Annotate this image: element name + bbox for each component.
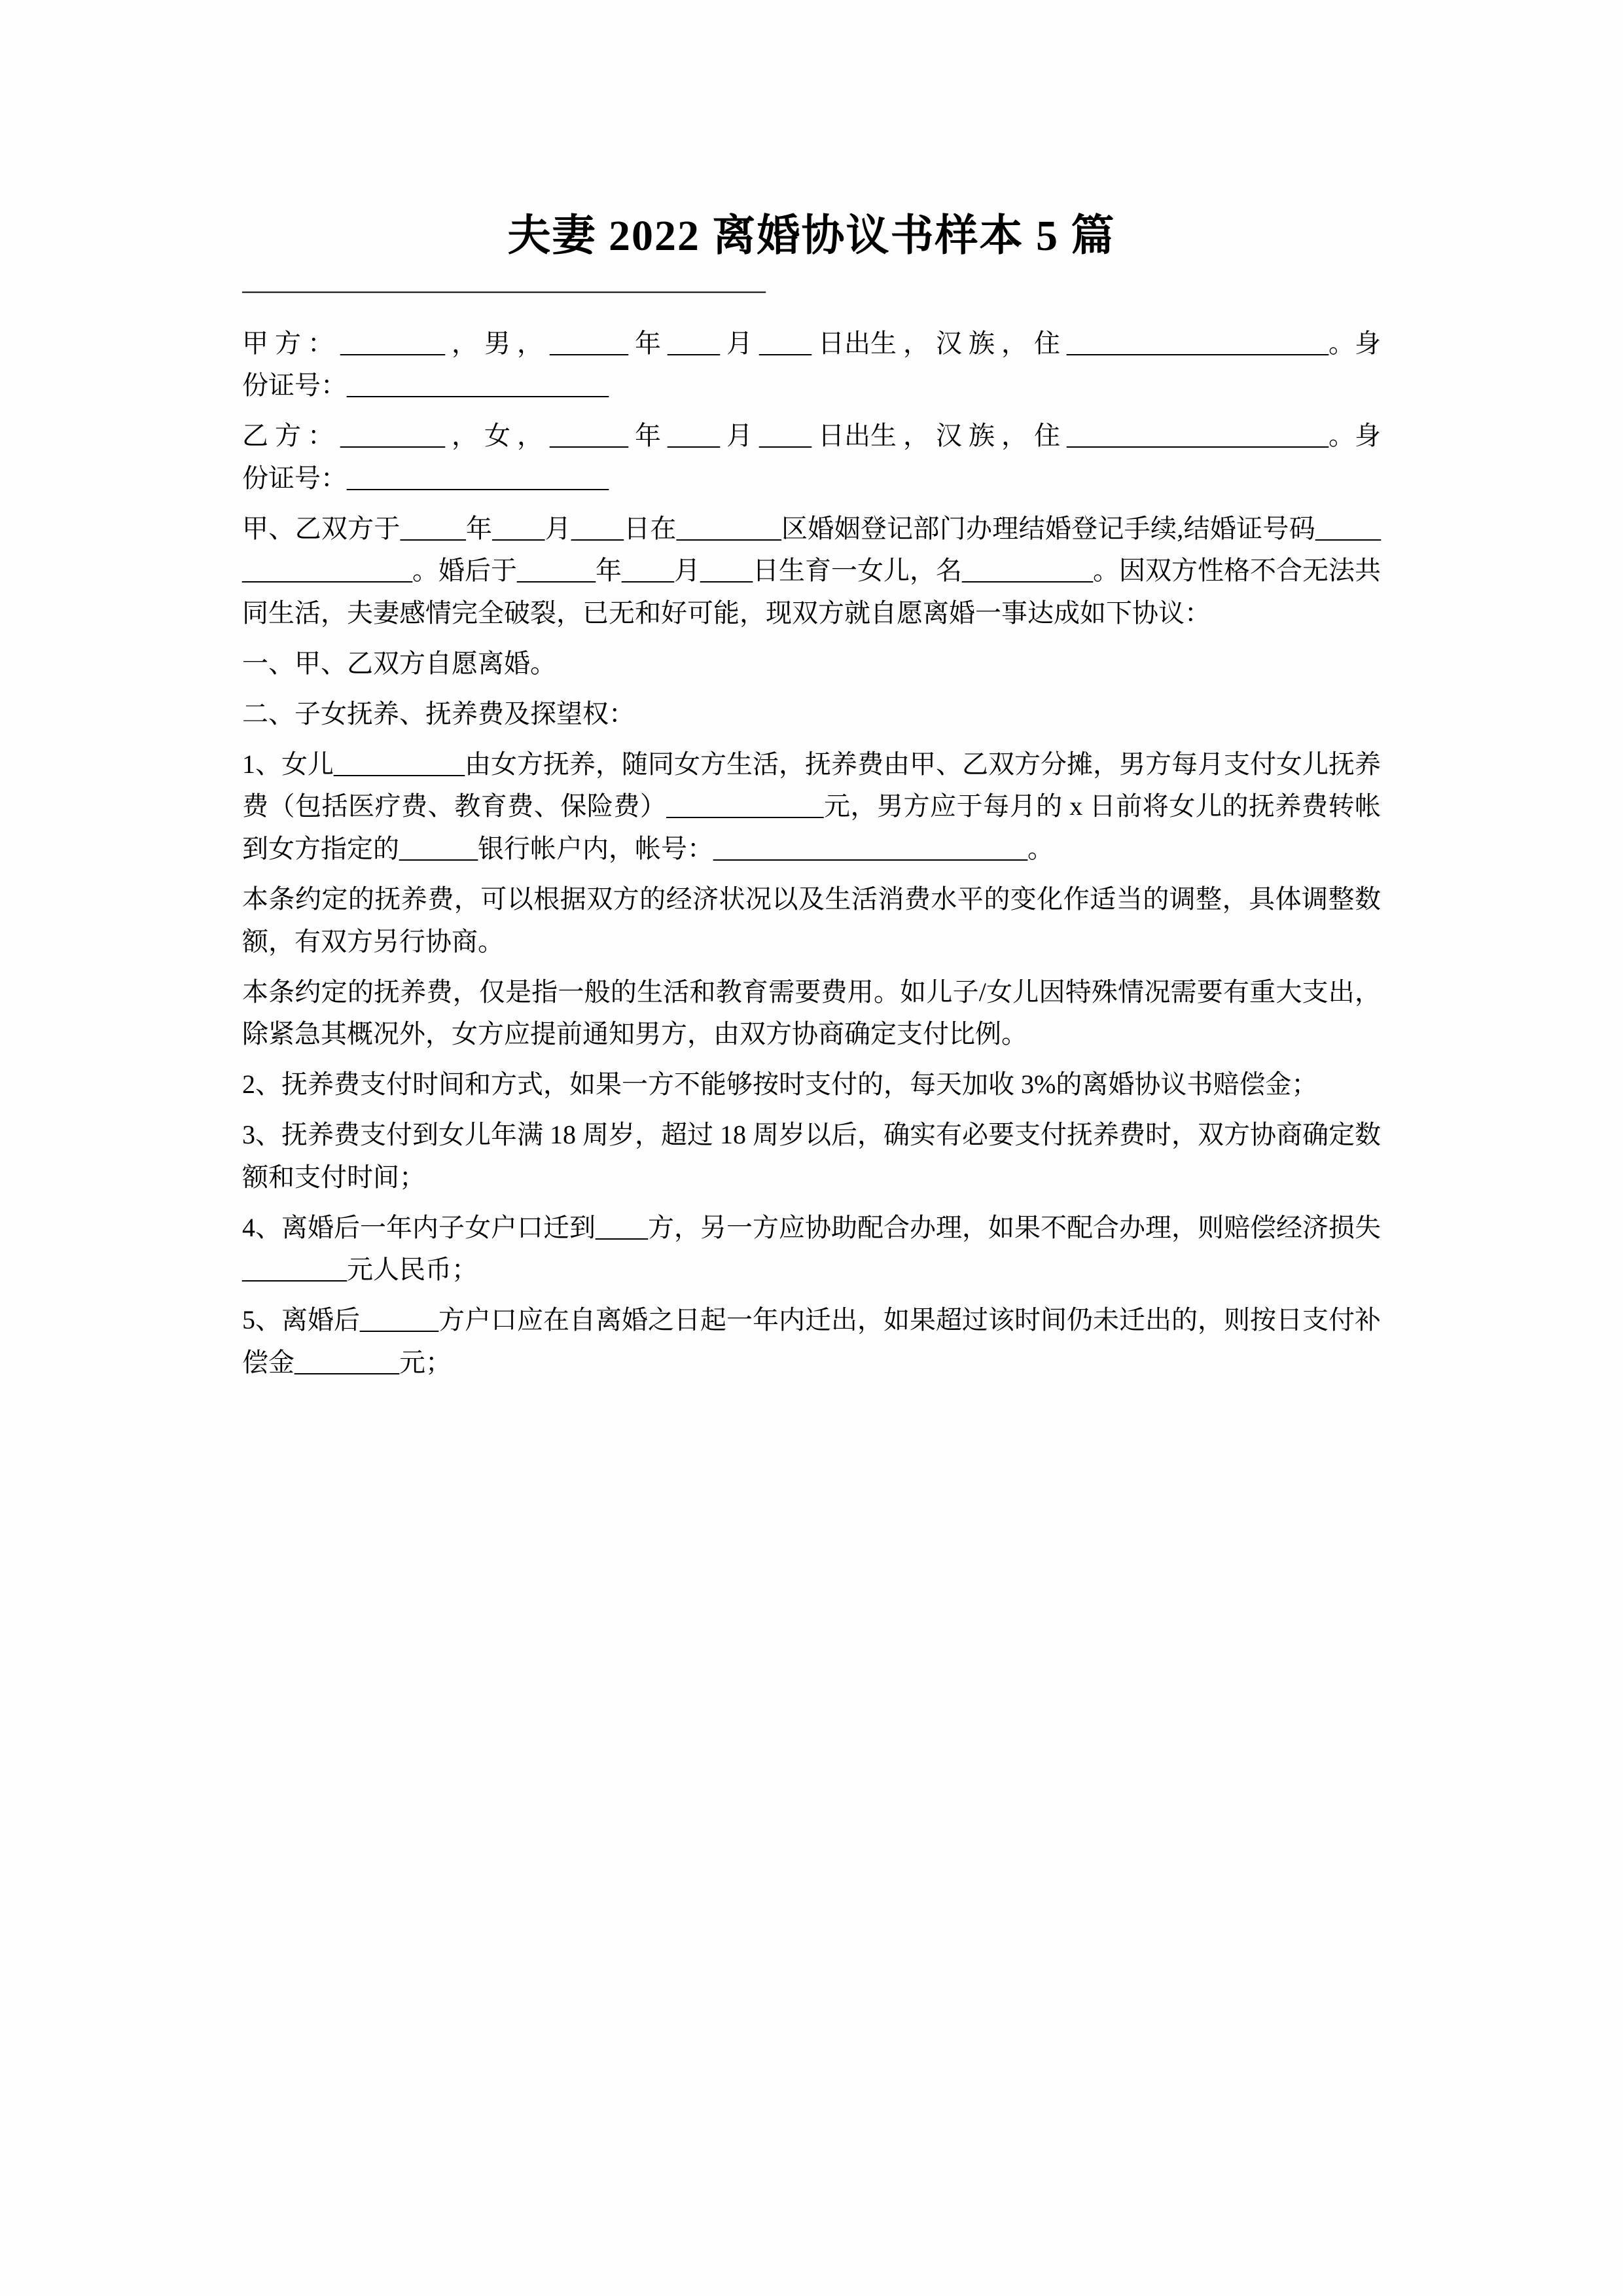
- paragraph-item-3: 3、抚养费支付到女儿年满 18 周岁，超过 18 周岁以后，确实有必要支付抚养费时，双方协商确定数额和支付时间；: [242, 1120, 1381, 1192]
- page-title: 夫妻 2022 离婚协议书样本 5 篇: [507, 212, 1116, 260]
- paragraph-item-5: 5、离婚后______方户口应在自离婚之日起一年内迁出，如果超过该时间仍未迁出的，则按日支付补偿金________元；: [242, 1305, 1381, 1378]
- paragraph-party-b: 乙 方 ： ________ ， 女 ， ______ 年 ____ 月 ____ 日出生 ， 汉 族 ， 住 ____________________。身份证号：____________________: [242, 421, 1381, 493]
- paragraph-marriage-registration: 甲、乙双方于_____年____月____日在________区婚姻登记部门办理结婚登记手续,结婚证号码__________________。婚后于______年____月____日生育一女儿，名__________。因双方性格不合无法共同生活，夫妻感情完全破裂，已无和好可能，现双方就自愿离婚一事达成如下协议：: [242, 513, 1381, 628]
- paragraph-item-2: 2、抚养费支付时间和方式，如果一方不能够按时支付的，每天加收 3%的离婚协议书赔偿金；: [242, 1069, 1318, 1100]
- paragraph-item-4: 4、离婚后一年内子女户口迁到____方，另一方应协助配合办理，如果不配合办理，则赔偿经济损失________元人民币；: [242, 1212, 1381, 1285]
- paragraph-adjust-clause: 本条约定的抚养费，可以根据双方的经济状况以及生活消费水平的变化作适当的调整，具体调整数额，有双方另行协商。: [242, 884, 1381, 956]
- title-divider: ————————————————————: [242, 275, 766, 304]
- paragraph-article-1: 一、甲、乙双方自愿离婚。: [242, 649, 556, 679]
- paragraph-item-1: 1、女儿__________由女方抚养，随同女方生活，抚养费由甲、乙双方分摊，男方每月支付女儿抚养费（包括医疗费、教育费、保险费）____________元，男方应于每月的 x 日前将女儿的抚养费转帐到女方指定的______银行帐户内，帐号：________________________。: [242, 749, 1381, 864]
- paragraph-article-2: 二、子女抚养、抚养费及探望权：: [242, 698, 635, 728]
- paragraph-party-a: 甲 方 ： ________ ， 男 ， ______ 年 ____ 月 ____ 日出生 ， 汉 族 ， 住 ____________________。身份证号：____________________: [242, 328, 1381, 401]
- paragraph-special-expense-clause: 本条约定的抚养费，仅是指一般的生活和教育需要费用。如儿子/女儿因特殊情况需要有重大支出，除紧急其概况外，女方应提前通知男方，由双方协商确定支付比例。: [242, 977, 1381, 1049]
